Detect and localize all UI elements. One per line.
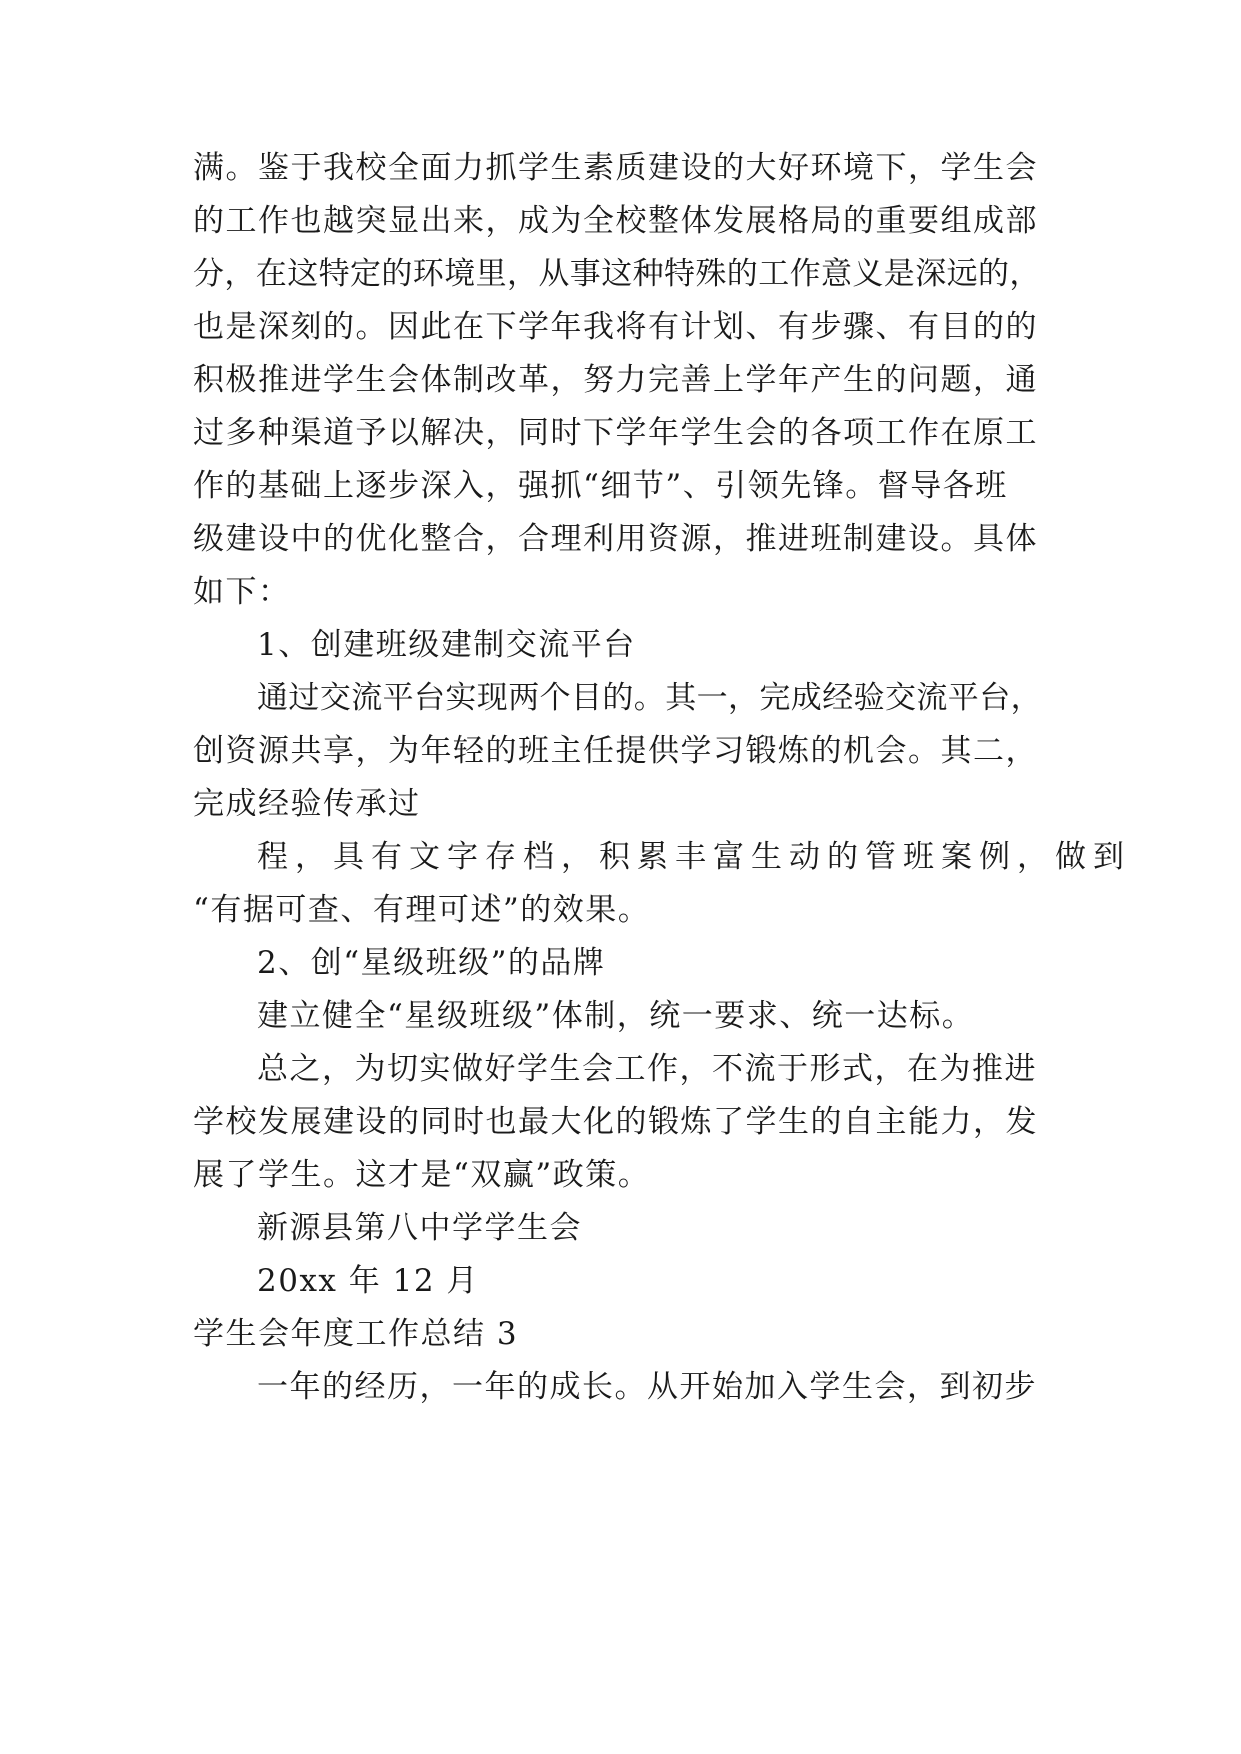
paragraph-line: 建立健全“星级班级”体制，统一要求、统一达标。 bbox=[257, 998, 975, 1034]
paragraph-line: 满。鉴于我校全面力抓学生素质建设的大好环境下，学生会 bbox=[193, 150, 1038, 186]
paragraph-line: 的工作也越突显出来，成为全校整体发展格局的重要组成部 bbox=[193, 203, 1038, 239]
signature-date: 20xx 年 12 月 bbox=[257, 1263, 479, 1299]
paragraph-line: 级建设中的优化整合，合理利用资源，推进班制建设。具体 bbox=[193, 521, 1038, 557]
paragraph-line: 作的基础上逐步深入，强抓“细节”、引领先锋。督导各班 bbox=[193, 468, 1008, 504]
paragraph-line: 积极推进学生会体制改革，努力完善上学年产生的问题，通 bbox=[193, 362, 1038, 398]
paragraph-line: 总之，为切实做好学生会工作，不流于形式，在为推进 bbox=[257, 1051, 1037, 1087]
paragraph-line: 分，在这特定的环境里，从事这种特殊的工作意义是深远的， bbox=[193, 256, 1041, 292]
paragraph-line: 完成经验传承过 bbox=[193, 786, 421, 822]
paragraph-line: 也是深刻的。因此在下学年我将有计划、有步骤、有目的的 bbox=[193, 309, 1038, 345]
paragraph-line: 一年的经历，一年的成长。从开始加入学生会，到初步 bbox=[257, 1369, 1037, 1405]
section-heading: 2、创“星级班级”的品牌 bbox=[257, 945, 606, 981]
paragraph-line: “有据可查、有理可述”的效果。 bbox=[193, 892, 651, 928]
paragraph-line: 学校发展建设的同时也最大化的锻炼了学生的自主能力，发 bbox=[193, 1104, 1038, 1140]
section-heading: 1、创建班级建制交流平台 bbox=[257, 627, 636, 663]
paragraph-line: 创资源共享，为年轻的班主任提供学习锻炼的机会。其二， bbox=[193, 733, 1038, 769]
paragraph-line: 如下： bbox=[193, 574, 291, 610]
paragraph-line: 程，具有文字存档，积累丰富生动的管班案例，做到 bbox=[257, 839, 1131, 875]
section-title: 学生会年度工作总结 3 bbox=[193, 1316, 519, 1352]
paragraph-line: 通过交流平台实现两个目的。其一，完成经验交流平台， bbox=[257, 680, 1042, 716]
paragraph-line: 过多种渠道予以解决，同时下学年学生会的各项工作在原工 bbox=[193, 415, 1038, 451]
paragraph-line: 展了学生。这才是“双赢”政策。 bbox=[193, 1157, 651, 1193]
signature-organization: 新源县第八中学学生会 bbox=[257, 1210, 582, 1246]
